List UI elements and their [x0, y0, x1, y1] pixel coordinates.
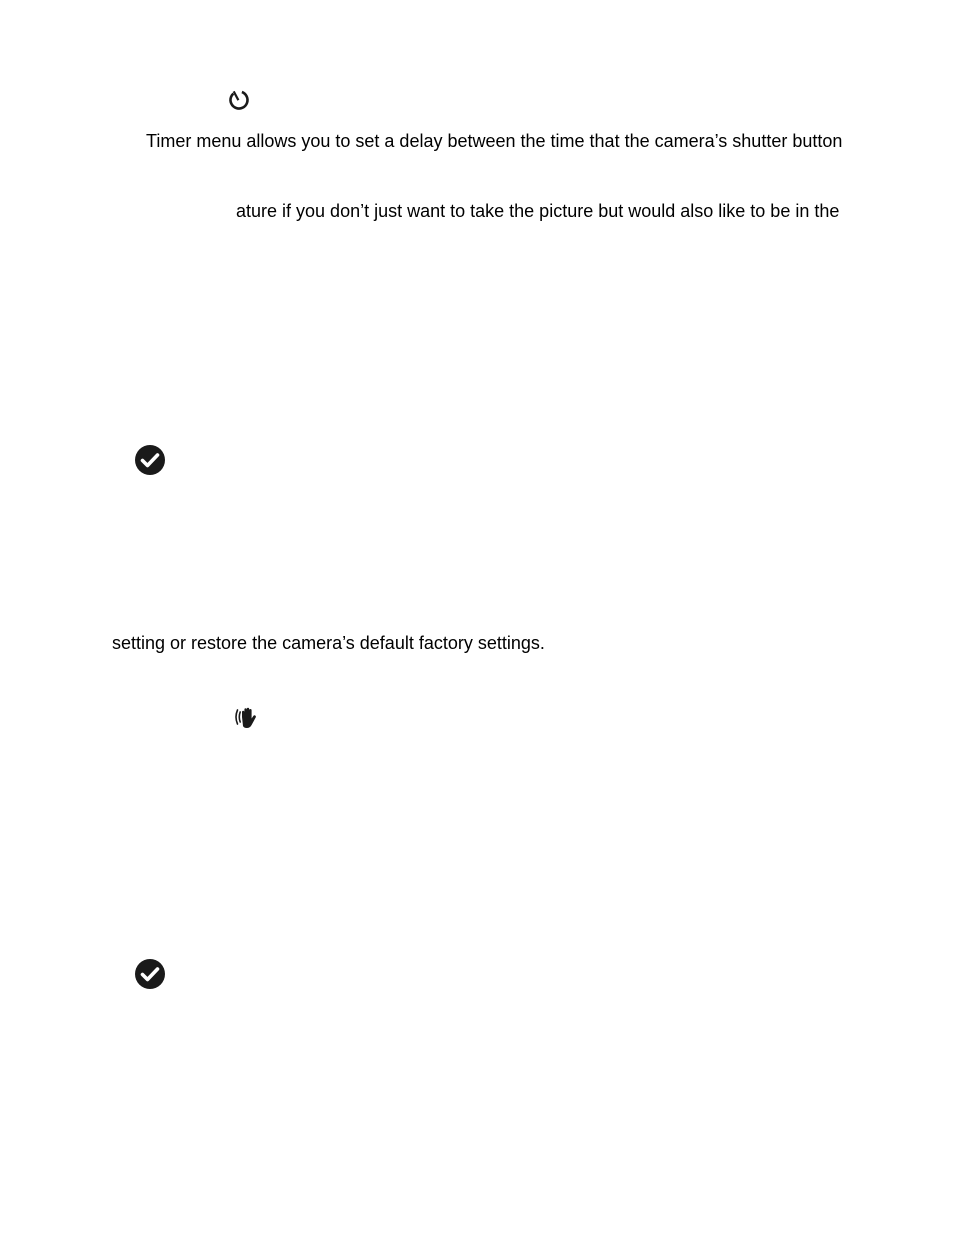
anti-shake-hand-icon [233, 705, 259, 731]
checkmark-circle-icon [134, 958, 166, 990]
checkmark-circle-icon [134, 444, 166, 476]
body-text-line: setting or restore the camera’s default factory settings. [112, 633, 545, 653]
body-text-line: Timer menu allows you to set a delay between the time that the camera’s shutter button [146, 131, 843, 151]
self-timer-icon [227, 87, 251, 111]
body-text-line: ature if you don’t just want to take the picture but would also like to be in the [236, 201, 840, 221]
